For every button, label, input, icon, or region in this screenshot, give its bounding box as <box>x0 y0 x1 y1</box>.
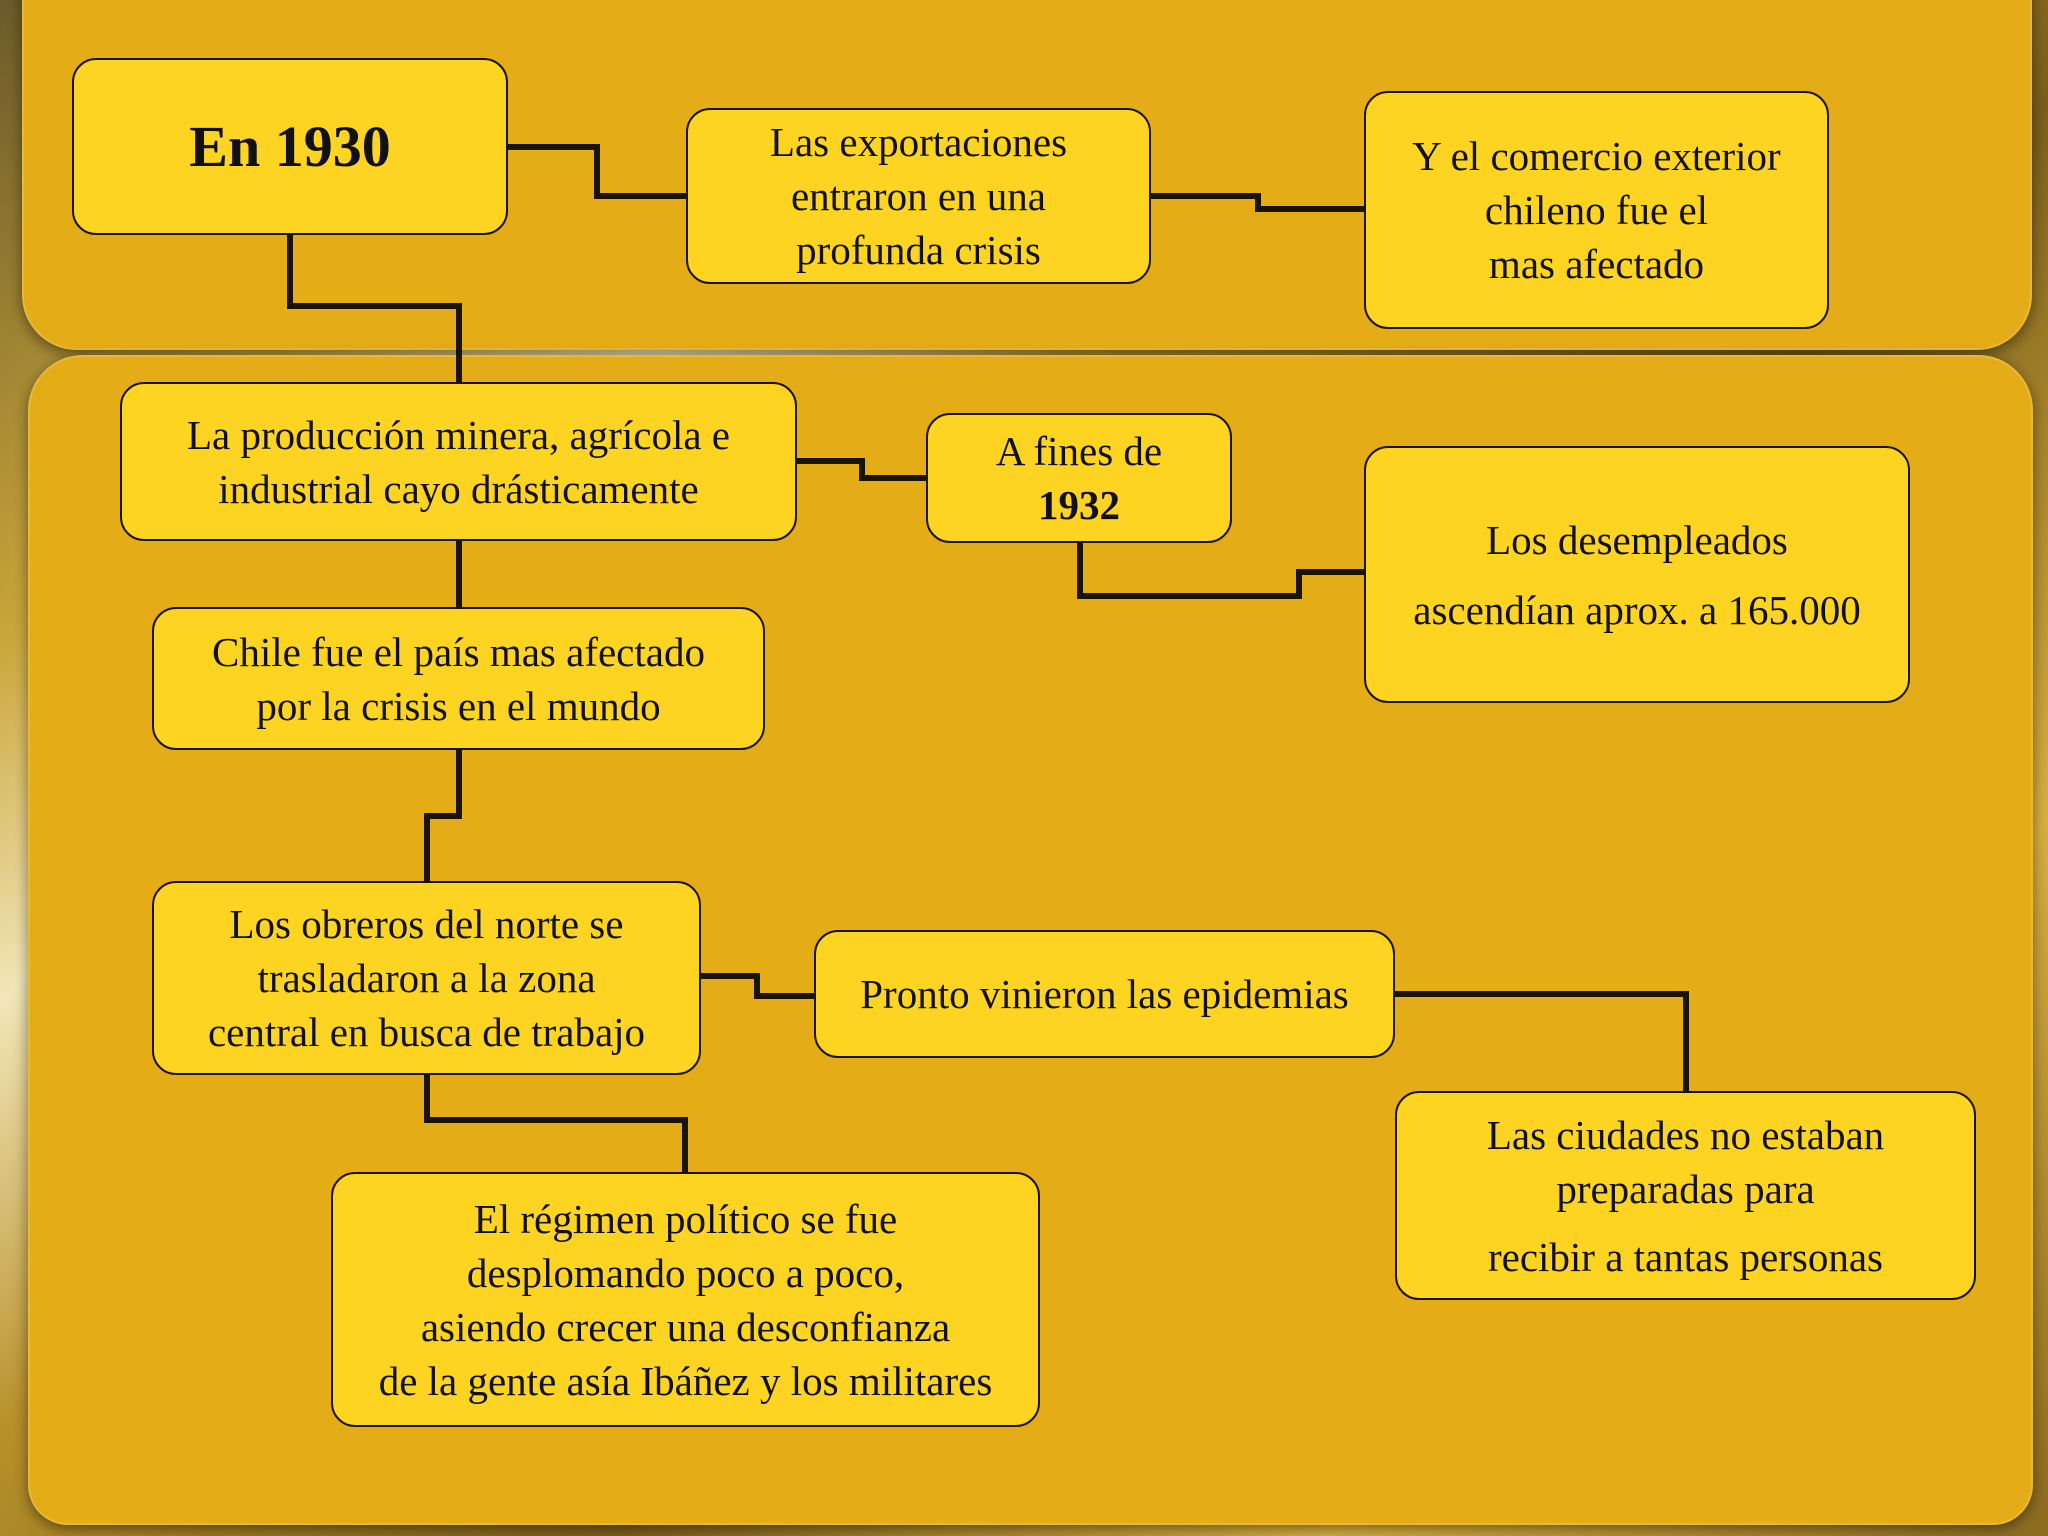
node-comercio <box>1364 91 1829 329</box>
connector-1930-produccion <box>290 235 459 382</box>
node-ciudades <box>1395 1091 1976 1300</box>
node-desempleados <box>1364 446 1910 703</box>
node-text-line: Y el comercio exterior <box>1412 133 1781 179</box>
connector-obreros-epidemias <box>701 976 814 996</box>
node-text-line: Las exportaciones <box>769 119 1068 165</box>
node-fines-1932 <box>926 413 1232 543</box>
connector-produccion-1932 <box>797 461 926 478</box>
node-text-line: por la crisis en el mundo <box>256 682 661 729</box>
node-text-line: A fines de <box>995 428 1163 474</box>
node-chile <box>152 607 765 750</box>
node-text-line: ascendían aprox. a 165.000 <box>1413 586 1861 633</box>
node-text-line: Chile fue el país mas afectado <box>212 628 705 675</box>
node-produccion <box>120 382 797 541</box>
node-text-line: profunda crisis <box>796 227 1041 273</box>
node-text-line: La producción minera, agrícola e <box>187 411 730 458</box>
node-en-1930-text: En 1930 <box>189 113 391 179</box>
node-text-line: preparadas para <box>1556 1165 1815 1212</box>
node-text-line: Los obreros del norte se <box>229 901 624 947</box>
node-text-line: recibir a tantas personas <box>1487 1233 1883 1280</box>
node-en-1930 <box>72 58 508 235</box>
node-text-line: desplomando poco a poco, <box>466 1249 905 1296</box>
node-text-line: entraron en una <box>790 173 1046 219</box>
connector-epidemias-ciudades <box>1395 994 1686 1091</box>
connector-obreros-regimen <box>427 1075 685 1172</box>
connector-chile-obreros <box>427 750 459 881</box>
connector-exportaciones-comercio <box>1151 196 1364 209</box>
node-text-line: central en busca de trabajo <box>207 1009 646 1055</box>
connector-1932-desempleados <box>1080 543 1364 596</box>
node-text-line: asiendo crecer una desconfianza <box>420 1303 951 1350</box>
node-text-line: industrial cayo drásticamente <box>218 465 699 512</box>
node-obreros <box>152 881 701 1075</box>
node-text-line: Los desempleados <box>1486 516 1788 563</box>
connector-1930-exportaciones <box>508 147 686 196</box>
node-text-line: de la gente asía Ibáñez y los militares <box>378 1357 993 1404</box>
node-epidemias <box>814 930 1395 1058</box>
node-regimen <box>331 1172 1040 1427</box>
node-exportaciones <box>686 108 1151 284</box>
node-text-line: trasladaron a la zona <box>257 955 596 1001</box>
node-text-line: El régimen político se fue <box>473 1195 898 1242</box>
node-text-line: chileno fue el <box>1484 187 1709 233</box>
node-text-line: Las ciudades no estaban <box>1486 1111 1885 1158</box>
node-text-line: mas afectado <box>1488 241 1705 287</box>
node-epidemias-text: Pronto vinieron las epidemias <box>860 971 1349 1017</box>
node-text-line-bold: 1932 <box>1038 482 1120 528</box>
